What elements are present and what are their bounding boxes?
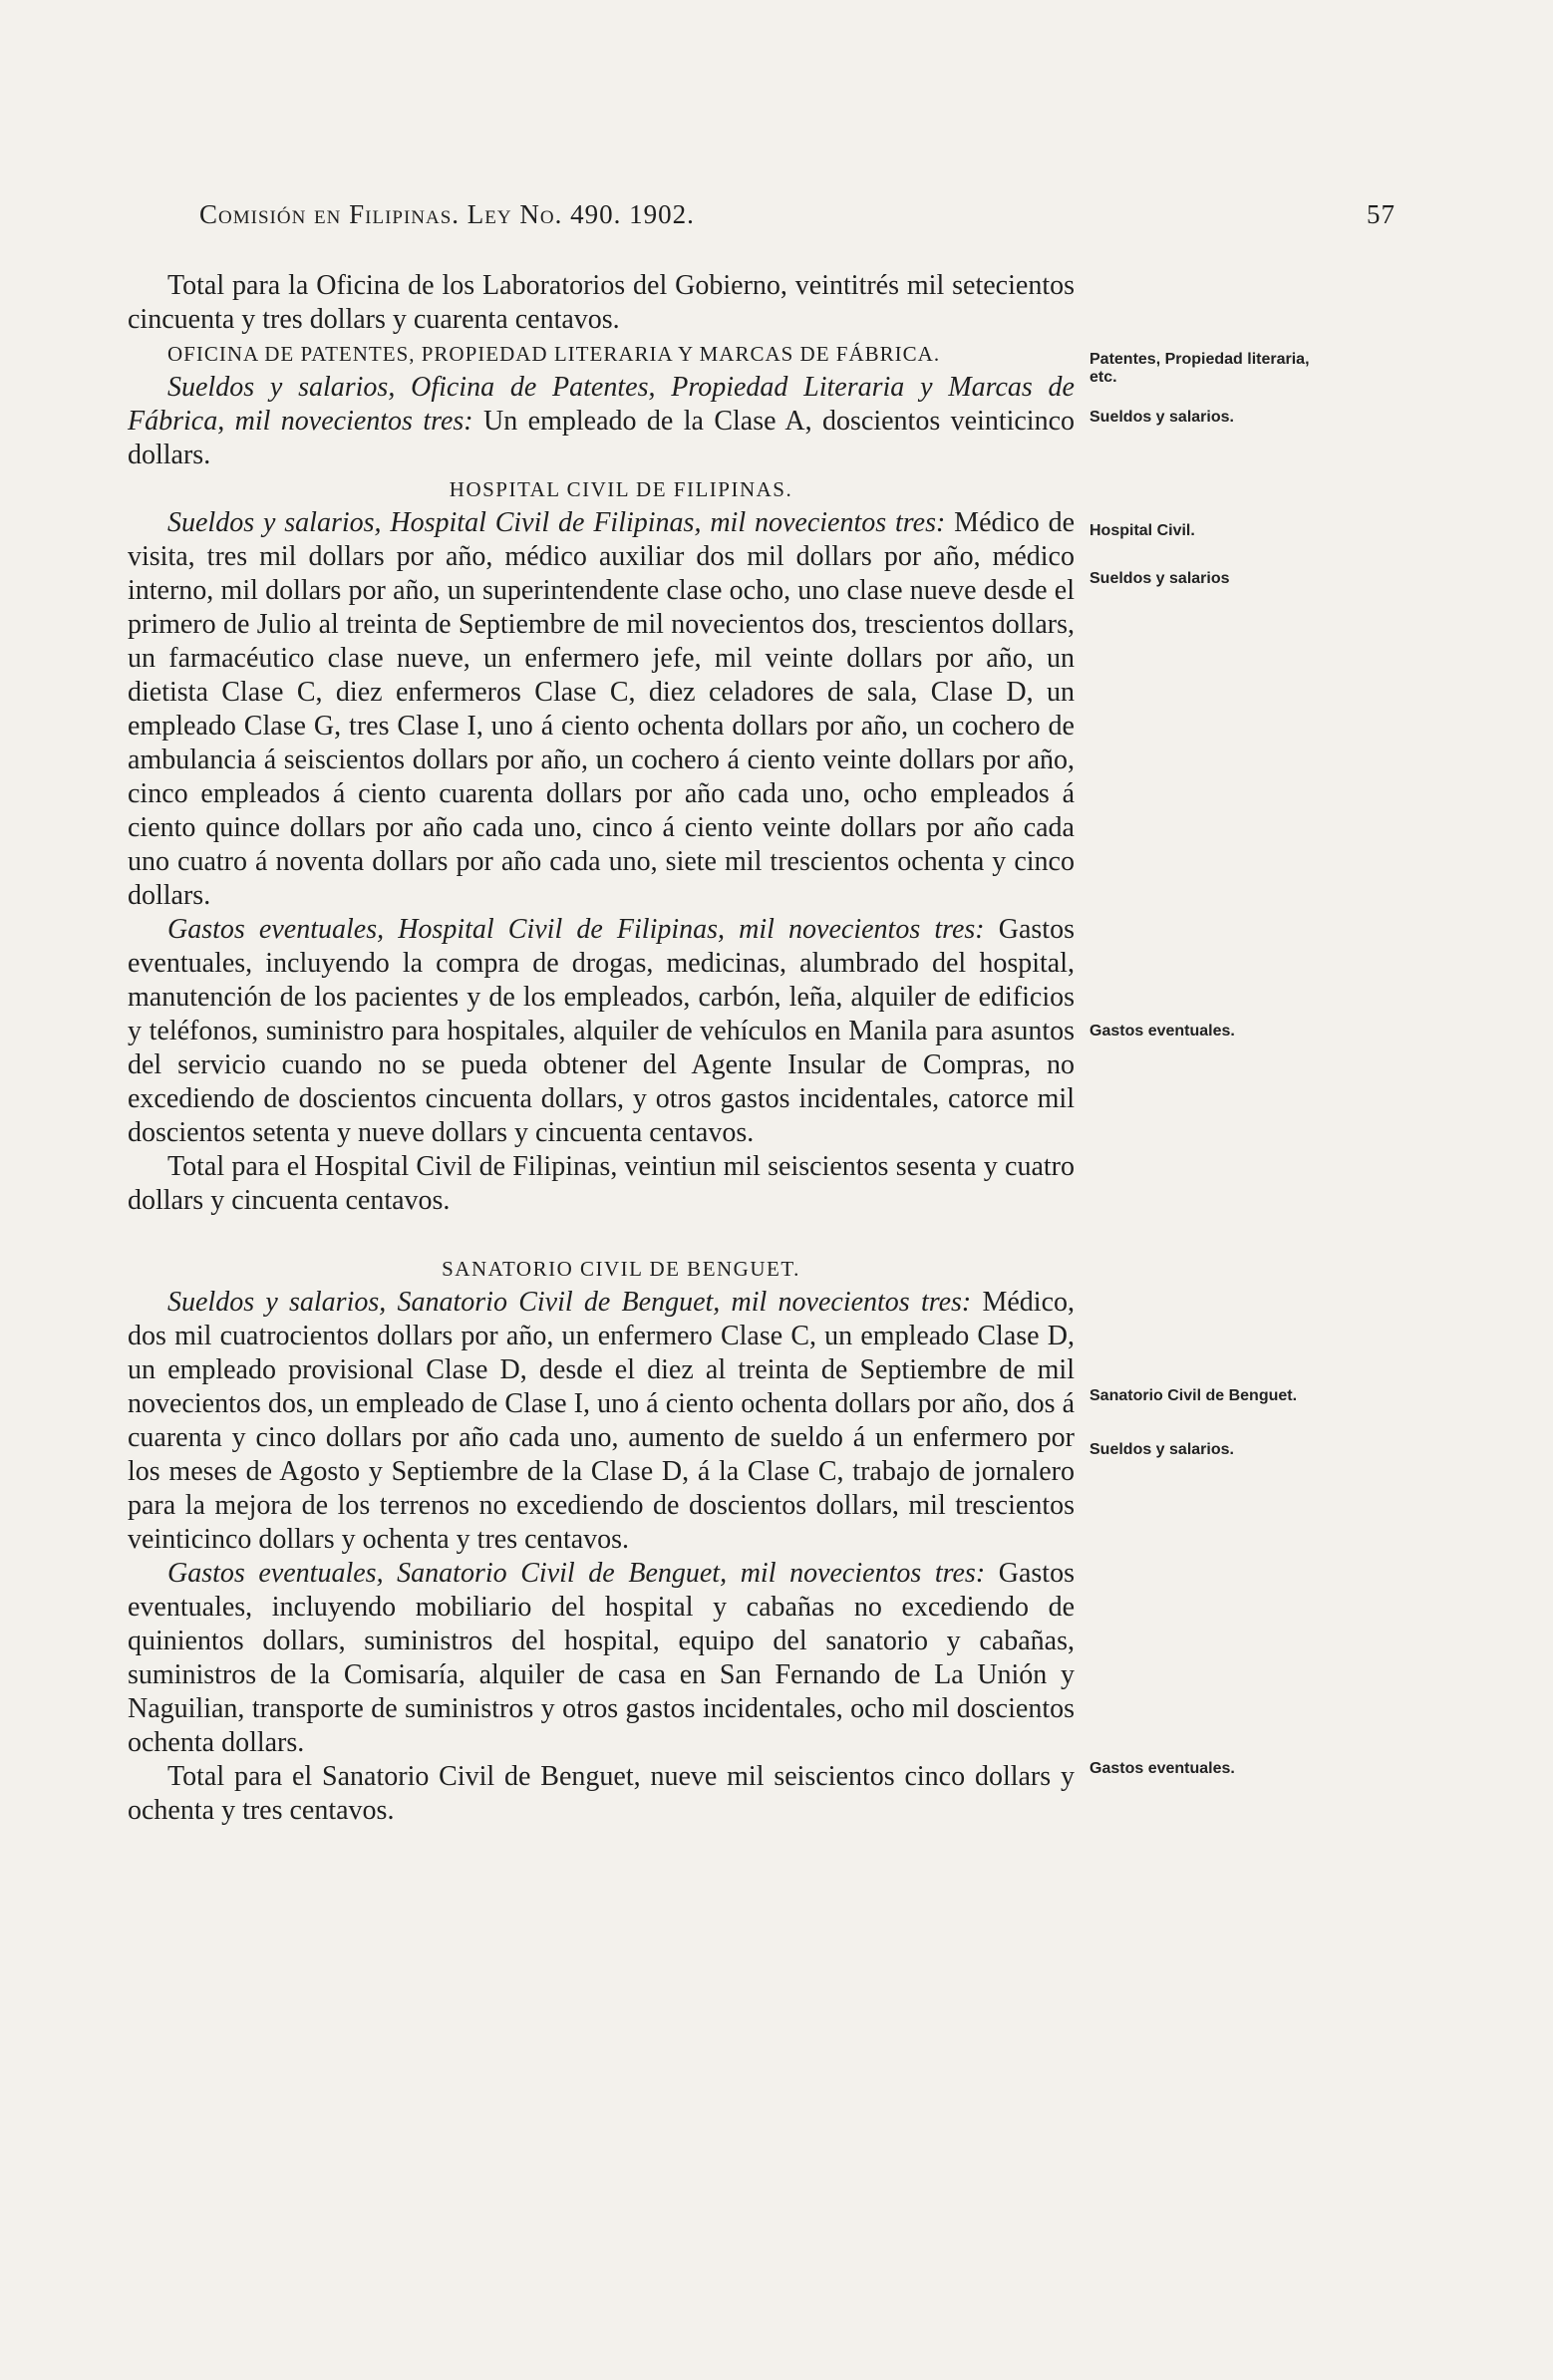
main-text	[128, 269, 1075, 1828]
page-number: 57	[1367, 199, 1396, 229]
paragraph-total-laboratorios: Total para la Oficina de los Laboratorios del Gobierno, veintitrés mil setecientos cincuenta y tres dollars y cuarenta centavos.	[128, 270, 1075, 335]
lead-phrase: Sueldos y salarios, Hospital Civil de Filipinas, mil novecientos tres:	[167, 507, 946, 538]
section-heading-hospital: HOSPITAL CIVIL DE FILIPINAS.	[449, 477, 793, 501]
paragraph-text: Gastos eventuales, incluyendo la compra de drogas, medicinas, alumbrado del hospital, manutención de los pacientes y de los empleados, carbón, leña, alquiler de edificios y teléfonos, suministro para hospitales, alquiler de vehículos en Manila para asuntos del servicio cuando no se pueda obtener del Agente Insular de Compras, no excediendo de doscientos cincuenta dollars, y otros gastos incidentales, catorce mil doscientos setenta y nueve dollars y cincuenta centavos.	[128, 914, 1075, 1148]
margin-note-gastos: Gastos eventuales.	[1089, 1760, 1235, 1777]
margin-note-sanatorio: Sanatorio Civil de Benguet.	[1089, 1387, 1298, 1404]
section-heading-sanatorio: SANATORIO CIVIL DE BENGUET.	[442, 1257, 800, 1281]
margin-note-sueldos: Sueldos y salarios.	[1089, 1441, 1234, 1458]
paragraph-text: Un empleado de la Clase A, doscientos veinticinco dollars.	[128, 406, 1076, 470]
running-title: Comisión en Filipinas. Ley No. 490. 1902.	[199, 199, 695, 229]
margin-note-sueldos: Sueldos y salarios.	[1089, 409, 1234, 426]
paragraph-sueldos-patentes	[128, 371, 1075, 472]
margin-note-hospital: Hospital Civil.	[1089, 522, 1195, 539]
page-header	[199, 199, 1396, 239]
lead-phrase: Sueldos y salarios, Sanatorio Civil de Benguet, mil novecientos tres:	[167, 1287, 972, 1318]
paragraph-sueldos-hospital	[128, 506, 1075, 913]
lead-phrase: Sueldos y salarios, Oficina de Patentes, Propiedad Literaria y Marcas de Fábrica, mil novecientos tres:	[128, 372, 1075, 437]
paragraph-sueldos-sanatorio	[128, 1286, 1075, 1557]
paragraph-text: Médico de visita, tres mil dollars por año, médico auxiliar dos mil dollars por año, médico interno, mil dollars por año, un superintendente clase ocho, uno clase nueve desde el primero de Julio al treinta de Septiembre de mil novecientos dos, trescientos dollars, un farmacéutico clase nueve, un enfermero jefe, mil veinte dollars por año, un dietista Clase C, diez enfermeros Clase C, diez celadores de sala, Clase D, un empleado Clase G, tres Clase I, uno á ciento ochenta dollars por año, un cochero de ambulancia á seiscientos dollars por año, un cochero á ciento veinte dollars por año, cinco empleados á ciento cuarenta dollars por año cada uno, ocho empleados á ciento quince dollars por año cada uno, cinco á ciento veinte dollars por año cada uno cuatro á noventa dollars por año cada uno, siete mil trescientos ochenta y cinco dollars.	[128, 507, 1075, 911]
section-heading-patentes: OFICINA DE PATENTES, PROPIEDAD LITERARIA Y MARCAS DE FÁBRICA.	[167, 342, 941, 366]
paragraph-text: Gastos eventuales, incluyendo mobiliario del hospital y cabañas no excediendo de quinientos dollars, suministros del hospital, equipo del sanatorio y cabañas, suministros de la Comisaría, alquiler de casa en San Fernando de La Unión y Naguilian, transporte de suministros y otros gastos incidentales, ocho mil doscientos ochenta dollars.	[128, 1558, 1075, 1758]
lead-phrase: Gastos eventuales, Hospital Civil de Filipinas, mil novecientos tres:	[167, 914, 985, 945]
paragraph-text: Médico, dos mil cuatrocientos dollars por año, un enfermero Clase C, un empleado Clase D, un empleado provisional Clase D, desde el diez al treinta de Septiembre de mil novecientos dos, un empleado de Clase I, uno á ciento ochenta dollars por año, dos á cuarenta y cinco dollars por año cada uno, aumento de sueldo á un enfermero por los meses de Agosto y Septiembre de la Clase D, á la Clase C, trabajo de jornalero para la mejora de los terrenos no excediendo de doscientos dollars, mil trescientos veinticinco dollars y ochenta y tres centavos.	[128, 1287, 1076, 1555]
paragraph-gastos-sanatorio	[128, 1557, 1075, 1760]
margin-note-gastos: Gastos eventuales.	[1089, 1023, 1235, 1040]
paragraph-total-hospital: Total para el Hospital Civil de Filipinas, veintiun mil seiscientos sesenta y cuatro dollars y cincuenta centavos.	[128, 1151, 1075, 1216]
margin-note-sueldos: Sueldos y salarios	[1089, 570, 1230, 587]
paragraph-total-sanatorio: Total para el Sanatorio Civil de Benguet, nueve mil seiscientos cinco dollars y ochenta y tres centavos.	[128, 1761, 1075, 1826]
margin-note-patentes: Patentes, Propiedad literaria, etc.	[1089, 351, 1310, 386]
paragraph-gastos-hospital	[128, 913, 1075, 1150]
lead-phrase: Gastos eventuales, Sanatorio Civil de Benguet, mil novecientos tres:	[167, 1558, 986, 1589]
